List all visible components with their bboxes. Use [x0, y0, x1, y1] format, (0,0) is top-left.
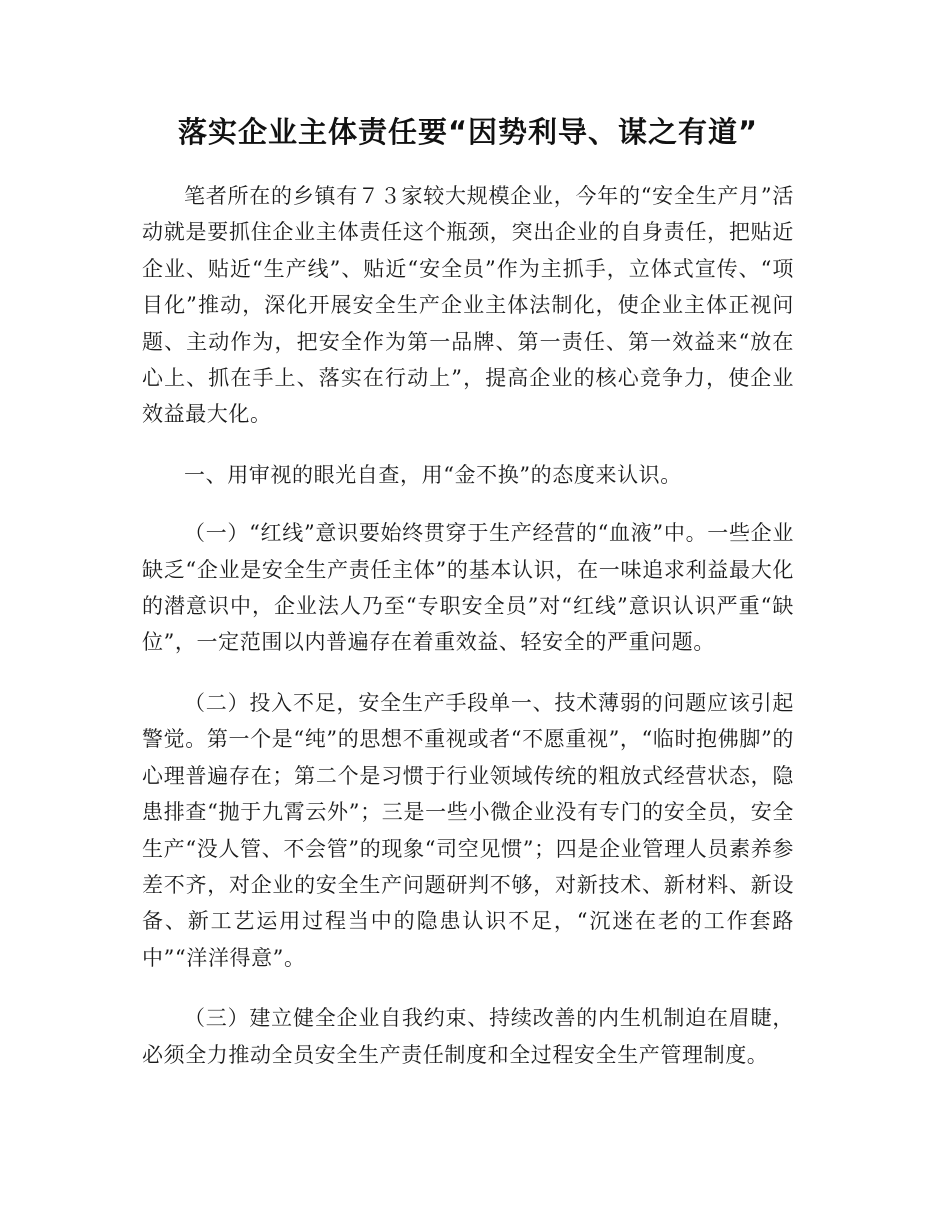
intro-paragraph: 笔者所在的乡镇有７３家较大规模企业，今年的“安全生产月”活动就是要抓住企业主体责任这个瓶颈，突出企业的自身责任，把贴近企业、贴近“生产线”、贴近“安全员”作为主抓手，立体式宣传、“项目化”推动，深化开展安全生产企业主体法制化，使企业主体正视问题、主动作为，把安全作为第一品牌、第一责任、第一效益来“放在心上、抓在手上、落实在行动上”，提高企业的核心竞争力，使企业效益最大化。: [142, 184, 794, 427]
section-heading-1: 一、用审视的眼光自查，用“金不换”的态度来认识。: [184, 462, 682, 487]
document-title: 落实企业主体责任要“因势利导、谋之有道”: [177, 115, 759, 149]
document-page: [142, 108, 794, 1097]
subsection-paragraph-1: （一）“红线”意识要始终贯穿于生产经营的“血液”中。一些企业缺乏“企业是安全生产责任主体”的基本认识，在一味追求利益最大化的潜意识中，企业法人乃至“专职安全员”对“红线”意识认识严重“缺位”，一定范围以内普遍存在着重效益、轻安全的严重问题。: [142, 521, 794, 655]
subsection-paragraph-2: （二）投入不足，安全生产手段单一、技术薄弱的问题应该引起警觉。第一个是“纯”的思想不重视或者“不愿重视”，“临时抱佛脚”的心理普遍存在；第二个是习惯于行业领域传统的粗放式经营状态，隐患排查“抛于九霄云外”；三是一些小微企业没有专门的安全员，安全生产“没人管、不会管”的现象“司空见惯”；四是企业管理人员素养参差不齐，对企业的安全生产问题研判不够，对新技术、新材料、新设备、新工艺运用过程当中的隐患认识不足，“沉迷在老的工作套路中”“洋洋得意”。: [142, 690, 794, 970]
subsection-paragraph-3: （三）建立健全企业自我约束、持续改善的内生机制迫在眉睫，必须全力推动全员安全生产责任制度和全过程安全生产管理制度。: [142, 1006, 794, 1067]
